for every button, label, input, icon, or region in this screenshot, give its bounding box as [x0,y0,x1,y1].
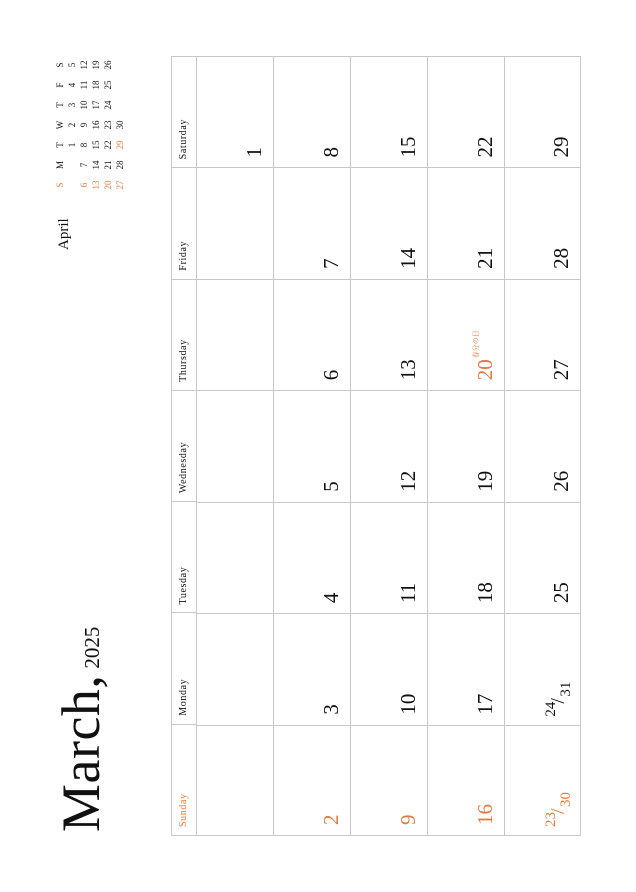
mini-day: 18 [91,80,101,90]
day-number-text: 27 [549,359,573,381]
day-number [475,248,496,269]
day-cell[interactable] [196,613,273,724]
day-cell[interactable] [350,390,427,501]
mini-day: 5 [67,62,77,68]
day-number [475,471,496,492]
mini-day: 13 [91,180,101,190]
mini-day: 28 [115,160,125,170]
mini-day: 20 [103,180,113,190]
mini-day: 15 [91,140,101,150]
day-number-text: 1 [242,146,266,158]
mini-day: 11 [79,80,89,90]
mini-day: 17 [91,100,101,110]
weekday-sunday: Sunday [171,724,196,836]
mini-day: 9 [79,122,89,128]
split-day-number [544,677,576,717]
day-number: 24 [543,701,559,717]
mini-calendar [52,50,142,250]
weekday-saturday: Saturday [171,56,196,167]
mini-day: 7 [79,162,89,168]
day-cell[interactable] [196,725,273,836]
day-number-text: 22 [473,136,497,158]
day-number [551,582,572,603]
slash-divider: / [547,808,569,814]
mini-day: 12 [79,60,89,70]
mini-day: 21 [103,160,113,170]
day-cell[interactable] [504,502,581,613]
mini-day [114,55,126,75]
day-number-text: 19 [473,470,497,492]
day-cell[interactable] [273,167,350,278]
day-number-text: 14 [396,247,420,269]
day-cell[interactable] [196,279,273,390]
mini-weekday: S [55,62,65,68]
day-number [551,359,572,380]
day-number-text: 13 [396,359,420,381]
day-number: 30 [558,792,574,807]
day-number [321,258,342,269]
day-number-text: 28 [549,247,573,269]
day-cell[interactable] [504,725,581,836]
month-grid-area [171,56,581,836]
mini-day: 26 [103,60,113,70]
mini-day [114,75,126,95]
mini-weekday: T [55,142,65,148]
day-number [475,804,496,825]
weekday-tuesday: Tuesday [171,501,196,612]
weekday-friday: Friday [171,167,196,278]
day-number-text: 12 [396,470,420,492]
day-cell[interactable] [427,167,504,278]
day-number [475,582,496,603]
day-number-text: 8 [319,146,343,158]
day-number [321,370,342,381]
mini-weekday: F [55,82,65,88]
mini-day: 27 [115,180,125,190]
mini-weekday: M [55,161,65,170]
mini-day: 3 [67,102,77,108]
day-number-text: 20 [473,359,497,381]
day-cell[interactable] [427,725,504,836]
mini-day: 1 [67,142,77,148]
mini-day: 4 [67,82,77,88]
day-number-text: 6 [319,369,343,381]
day-cell[interactable] [427,390,504,501]
day-cell[interactable] [504,279,581,390]
day-number [321,481,342,492]
day-grid [196,56,581,836]
day-cell[interactable] [427,613,504,724]
day-cell[interactable] [427,502,504,613]
mini-day: 10 [79,100,89,110]
day-number [321,815,342,826]
day-cell[interactable] [504,56,581,167]
weekday-thursday: Thursday [171,279,196,390]
day-number [321,147,342,158]
day-cell[interactable] [350,502,427,613]
day-cell[interactable] [196,56,273,167]
day-number [551,136,572,157]
day-number [475,136,496,157]
day-cell[interactable] [427,279,504,390]
year-title: 2025 [80,626,104,669]
day-number-text: 18 [473,582,497,604]
day-number [398,471,419,492]
mini-day: 16 [91,120,101,130]
mini-month-label: April [56,218,72,250]
day-cell[interactable] [350,613,427,724]
day-cell[interactable] [273,390,350,501]
weekday-wednesday: Wednesday [171,390,196,501]
day-number-text: 11 [396,582,420,604]
day-number [321,593,342,604]
mini-day: 25 [103,80,113,90]
day-number: 23 [543,812,559,827]
mini-day: 14 [91,160,101,170]
day-cell[interactable] [273,56,350,167]
mini-day: 30 [115,120,125,130]
day-cell[interactable] [504,613,581,724]
day-number-text: 21 [473,247,497,269]
mini-day: 6 [79,182,89,188]
day-number-text: 26 [549,470,573,492]
weekday-monday: Monday [171,612,196,723]
day-number-text: 15 [396,136,420,158]
day-number [551,471,572,492]
day-number [398,248,419,269]
mini-day: 19 [91,60,101,70]
holiday-label: 春分の日 [472,330,480,359]
mini-day: 29 [115,140,125,150]
day-number [398,815,419,826]
day-number-text: 29 [549,136,573,158]
day-cell[interactable] [196,167,273,278]
day-cell[interactable] [273,613,350,724]
day-cell[interactable] [350,167,427,278]
day-number [321,704,342,715]
day-number [398,136,419,157]
month-title: March, [51,674,111,832]
day-cell[interactable] [273,725,350,836]
day-number: 31 [558,681,574,697]
day-number-text: 17 [473,693,497,715]
split-day-number [544,787,576,827]
day-number-text: 5 [319,481,343,492]
day-cell[interactable] [350,725,427,836]
mini-day: 23 [103,120,113,130]
day-number [398,694,419,715]
day-number [398,359,419,380]
mini-weekday: W [55,120,65,130]
day-cell[interactable] [350,279,427,390]
day-number-text: 16 [473,804,497,825]
day-number [551,248,572,269]
day-number [475,694,496,715]
mini-weekday: T [55,102,65,108]
day-cell[interactable] [196,390,273,501]
day-number [244,147,265,158]
day-number-text: 4 [319,592,343,604]
mini-day: 22 [103,140,113,150]
day-cell[interactable] [427,56,504,167]
day-number-text: 9 [396,814,420,825]
day-cell[interactable] [350,56,427,167]
day-cell[interactable] [273,279,350,390]
mini-calendar-grid [54,55,126,195]
mini-day [66,155,78,175]
day-number [472,330,497,381]
day-cell[interactable] [273,502,350,613]
day-number [398,583,419,603]
mini-day: 2 [67,122,77,128]
day-cell[interactable] [504,390,581,501]
day-cell[interactable] [196,502,273,613]
day-number-text: 3 [319,704,343,715]
mini-day: 8 [79,142,89,148]
day-number-text: 10 [396,693,420,715]
mini-day [114,95,126,115]
day-number-text: 25 [549,582,573,604]
slash-divider: / [547,698,569,704]
weekday-header [171,56,196,836]
day-cell[interactable] [504,167,581,278]
mini-day [66,175,78,195]
title-area [40,570,110,840]
month-grid [171,56,581,836]
mini-weekday: S [55,182,65,188]
day-number-text: 7 [319,258,343,269]
day-number-text: 2 [319,814,343,825]
page-title [50,627,112,832]
mini-day: 24 [103,100,113,110]
